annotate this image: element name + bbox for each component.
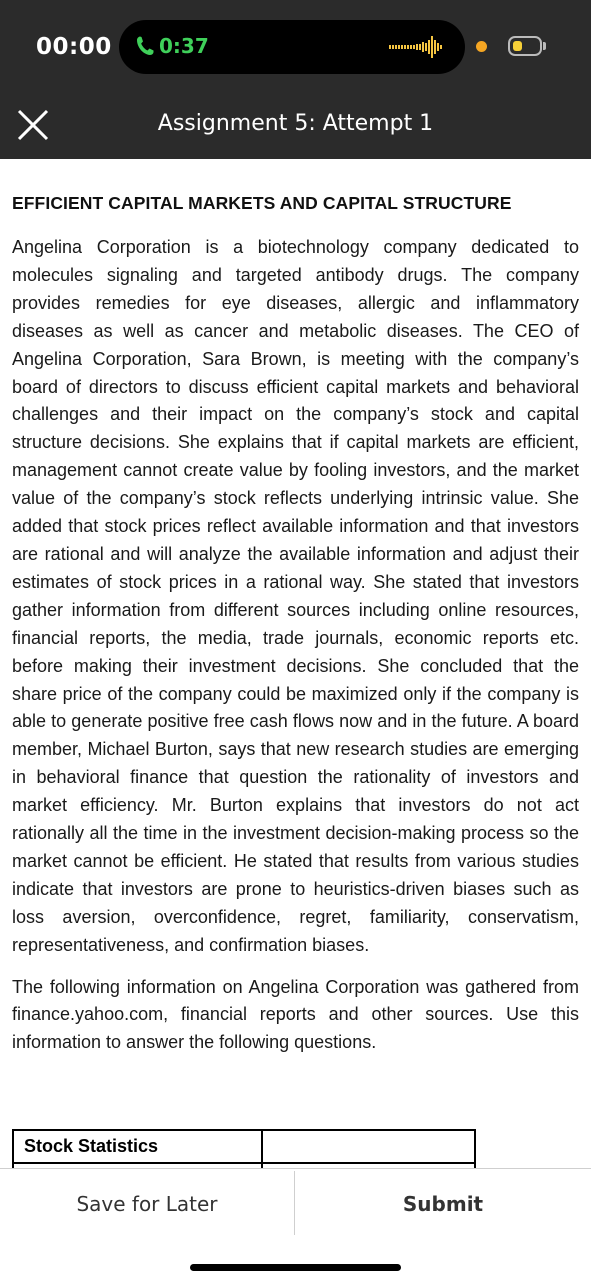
case-paragraph: Angelina Corporation is a biotechnology company dedicated to molecules signaling and targeted antibody drugs. The company provides remedies for eye diseases, allergic and inflammatory diseases as well as cancer and metabolic diseases. The CEO of Angelina Corporation, Sara Brown, is meeting with the company’s board of directors to discuss efficient capital markets and behavioral challenges and their impact on the company’s stock and capital structure decisions. She explains that if capital markets are efficient, management cannot create value by fooling investors, and the market value of the company’s stock reflects underlying intrinsic value. She added that stock prices reflect available information and that investors are rational and will analyze the available information and adjust their estimates of stock prices in a rational way. She stated that investors gather information from different sources including online resources, financial reports, the media, trade journals, economic reports etc. before making their investment decisions. She concluded that the share price of the company could be maximized only if the company is able to generate positive free cash flows now and in the future. A board member, Michael Burton, says that new research studies are emerging in behavioral finance that question the rationality of investors and market efficiency. Mr. Burton explains that investors do not act rationally all the time in the investment decision-making process so the market cannot be efficient. He stated that results from various studies indicate that investors are prone to heuristics-driven biases such as loss aversion, overconfidence, regret, familiarity, conservatism, representativeness, and confirmation biases. (12, 237, 579, 955)
home-indicator[interactable] (190, 1264, 401, 1271)
close-button[interactable] (14, 106, 52, 144)
close-icon (14, 106, 52, 144)
call-timer: 0:37 (159, 34, 209, 58)
phone-icon (135, 35, 155, 57)
table-header-cell: Stock Statistics (13, 1130, 262, 1163)
action-footer (0, 1168, 591, 1286)
table-header-cell (262, 1130, 475, 1163)
table-row (13, 1130, 475, 1163)
app-header (0, 0, 591, 159)
status-bar-time: 00:00 (36, 34, 112, 60)
audio-waveform-icon (389, 36, 445, 58)
instructions-paragraph: The following information on Angelina Corporation was gathered from finance.yahoo.com, financial reports and other sources. Use this information to answer the following questions. (12, 976, 579, 1053)
active-call-pill[interactable] (119, 20, 465, 74)
page-title: Assignment 5: Attempt 1 (157, 111, 434, 136)
assignment-content (12, 192, 579, 1057)
save-for-later-button[interactable]: Save for Later (76, 1192, 218, 1216)
section-heading: EFFICIENT CAPITAL MARKETS AND CAPITAL STRUCTURE (12, 193, 512, 213)
submit-button[interactable]: Submit (402, 1192, 484, 1216)
privacy-indicator-dot (476, 41, 487, 52)
battery-icon (508, 36, 542, 56)
